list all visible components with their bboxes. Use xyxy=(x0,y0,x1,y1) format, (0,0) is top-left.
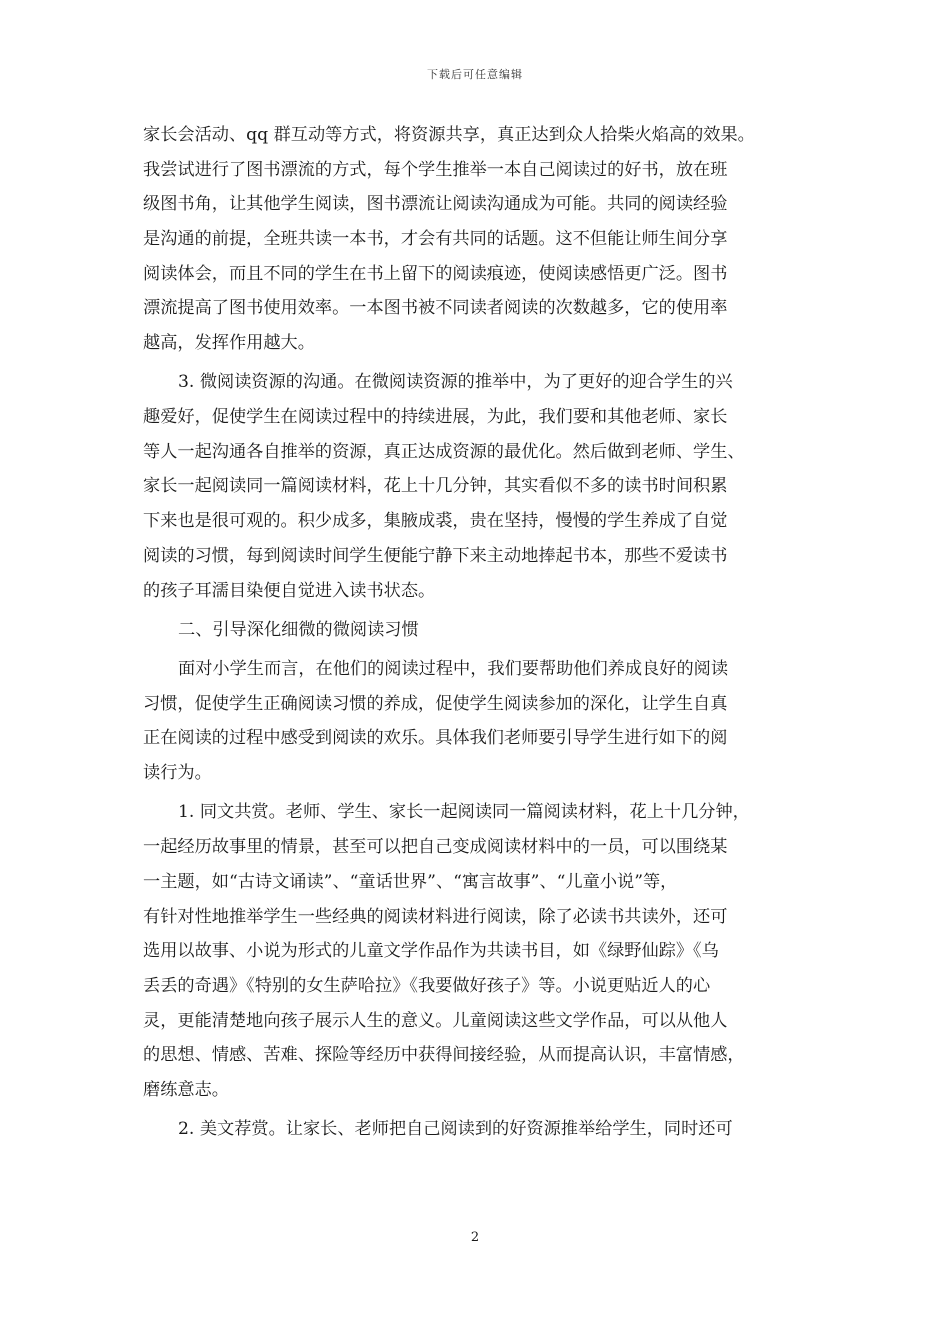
paragraph-section-2 xyxy=(143,1112,807,1147)
text-line: 是沟通的前提，全班共读一本书，才会有共同的话题。这不但能让师生间分享 xyxy=(143,229,728,250)
paragraph-section-1 xyxy=(143,795,807,1107)
text-line: 3. 微阅读资源的沟通。在微阅读资源的推举中，为了更好的迎合学生的兴 xyxy=(178,372,733,393)
text-line: 灵，更能清楚地向孩子展示人生的意义。儿童阅读这些文学作品，可以从他人 xyxy=(143,1010,728,1031)
paragraph-resource-sharing xyxy=(143,118,807,361)
text-line: 丢丢的奇遇》《特别的女生萨哈拉》《我要做好孩子》等。小说更贴近人的心 xyxy=(143,975,711,996)
text-line: 一主题，如“古诗文诵读”、“童话世界”、“寓言故事”、“儿童小说”等， xyxy=(143,871,678,892)
text-line: 等人一起沟通各自推举的资源，真正达成资源的最优化。然后做到老师、学生、 xyxy=(143,441,745,462)
text-line: 家长一起阅读同一篇阅读材料，花上十几分钟，其实看似不多的读书时间积累 xyxy=(143,476,728,497)
text-line: 漂流提高了图书使用效率。一本图书被不同读者阅读的次数越多，它的使用率 xyxy=(143,298,728,319)
text-line: 越高，发挥作用越大。 xyxy=(143,333,315,354)
section-heading xyxy=(143,613,807,648)
page-header: 下载后可任意编辑 xyxy=(427,68,523,81)
text-line: 的孩子耳濡目染便自觉进入读书状态。 xyxy=(143,580,436,601)
text-line: 读行为。 xyxy=(143,763,212,784)
text-line: 阅读的习惯，每到阅读时间学生便能宁静下来主动地捧起书本，那些不爱读书 xyxy=(143,545,728,566)
text-line: 正在阅读的过程中感受到阅读的欢乐。具体我们老师要引导学生进行如下的阅 xyxy=(143,728,728,749)
text-line: 1. 同文共赏。老师、学生、家长一起阅读同一篇阅读材料，花上十几分钟， xyxy=(178,802,750,823)
paragraph-section-3 xyxy=(143,365,807,608)
text-line: 习惯，促使学生正确阅读习惯的养成，促使学生阅读参加的深化，让学生自真 xyxy=(143,693,728,714)
text-line: 面对小学生而言，在他们的阅读过程中，我们要帮助他们养成良好的阅读 xyxy=(178,659,729,680)
text-line: 2. 美文荐赏。让家长、老师把自己阅读到的好资源推举给学生，同时还可 xyxy=(178,1119,733,1140)
page-number: 2 xyxy=(470,1230,480,1245)
text-line: 级图书角，让其他学生阅读，图书漂流让阅读沟通成为可能。共同的阅读经验 xyxy=(143,194,728,215)
text-line: 阅读体会，而且不同的学生在书上留下的阅读痕迹，使阅读感悟更广泛。图书 xyxy=(143,263,728,284)
document-body xyxy=(143,118,807,1152)
text-line: 下来也是很可观的。积少成多，集腋成裘，贵在坚持，慢慢的学生养成了自觉 xyxy=(143,511,728,532)
heading-text: 二、引导深化细微的微阅读习惯 xyxy=(178,619,419,640)
text-line: 家长会活动、qq 群互动等方式，将资源共享，真正达到众人拾柴火焰高的效果。 xyxy=(143,125,755,145)
text-line: 有针对性地推举学生一些经典的阅读材料进行阅读，除了必读书共读外，还可 xyxy=(143,906,728,927)
text-line: 磨练意志。 xyxy=(143,1079,229,1100)
paragraph-intro xyxy=(143,652,807,791)
text-line: 我尝试进行了图书漂流的方式，每个学生推举一本自己阅读过的好书，放在班 xyxy=(143,159,728,180)
text-line: 的思想、情感、苦难、探险等经历中获得间接经验，从而提高认识，丰富情感， xyxy=(143,1045,745,1066)
text-line: 一起经历故事里的情景，甚至可以把自己变成阅读材料中的一员，可以围绕某 xyxy=(143,837,728,858)
text-line: 选用以故事、小说为形式的儿童文学作品作为共读书目，如《绿野仙踪》《乌 xyxy=(143,941,719,962)
text-line: 趣爱好，促使学生在阅读过程中的持续进展，为此，我们要和其他老师、家长 xyxy=(143,407,728,428)
